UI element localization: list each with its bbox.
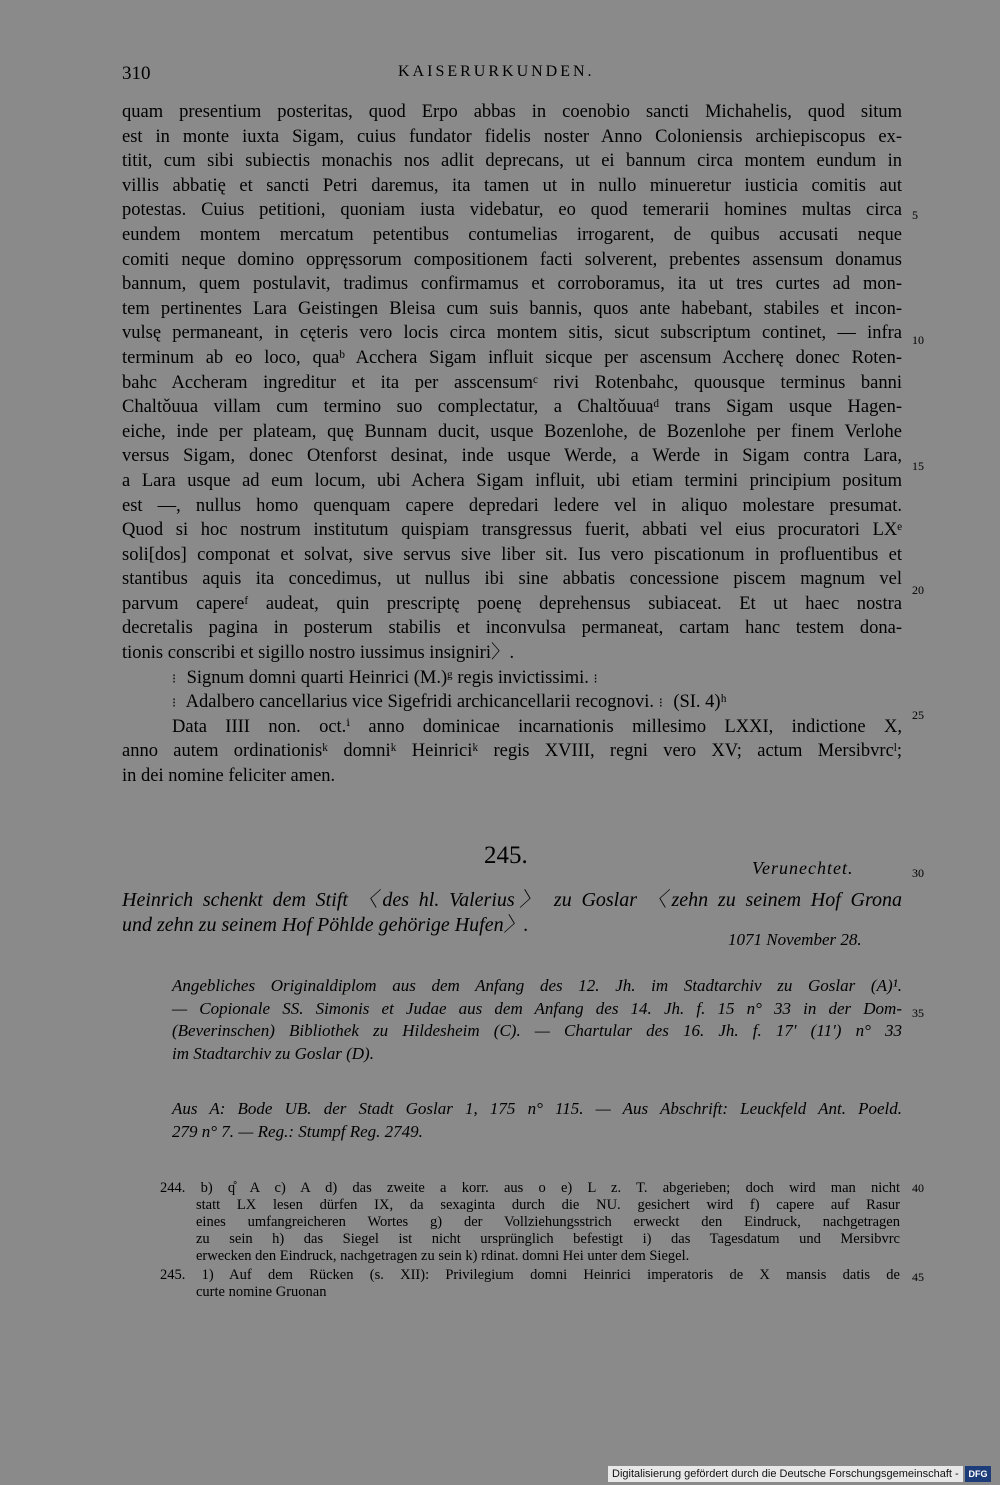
line-number: 5 bbox=[912, 208, 918, 222]
text-line: est —, nullus homo quenquam capere depredari ledere vel in aliquo molestare presumat. bbox=[122, 495, 902, 516]
dating-line: anno autem ordinationisᵏ domniᵏ Heinriciᵏ regis XVIII, regni vero XV; actum Mersibvrcˡ; bbox=[122, 741, 902, 762]
dfg-logo: DFG bbox=[965, 1466, 991, 1482]
line-number: 20 bbox=[912, 583, 924, 597]
text-line: quam presentium posteritas, quod Erpo abbas in coenobio sancti Michahelis, quod situm bbox=[122, 102, 902, 122]
text-line: comiti neque domino oppręssorum compositionem facti solverent, prebentes assensum donamus bbox=[122, 249, 902, 270]
recognition-sign-icon: ⁝ bbox=[658, 695, 663, 711]
page-number: 310 bbox=[122, 63, 151, 84]
text-line: bahc Accheram ingreditur et ita per asscensumᶜ rivi Rotenbahc, quousque terminus banni bbox=[122, 372, 902, 393]
editions-line: Aus A: Bode UB. der Stadt Goslar 1, 175 n° 115. — Aus Abschrift: Leuckfeld Ant. Poeld. bbox=[172, 1099, 902, 1118]
footnotes-245 bbox=[160, 1267, 900, 1301]
text-line: eundem montem mercatum petentibus contumelias irrogarent, de quibus accusati neque bbox=[122, 224, 902, 245]
tradition-line: (Beverinschen) Bibliothek zu Hildesheim (C). — Chartular des 16. Jh. f. 17′ (11′) n° 33 bbox=[172, 1021, 902, 1041]
tradition-line: — Copionale SS. Simonis et Judae aus dem Anfang des 14. Jh. f. 15 n° 33 in der Dom- bbox=[172, 998, 902, 1018]
text-line: a Lara usque ad eum locum, ubi Achera Sigam influit, ubi etiam termini principium positum bbox=[122, 470, 902, 491]
text-line: villis abbatię et sancti Petri daremus, ita tamen ut in nullo minueretur iusticia comitis aut bbox=[122, 175, 902, 196]
tradition-line: im Stadtarchiv zu Goslar (D). bbox=[172, 1043, 374, 1063]
dating-line: in dei nomine feliciter amen. bbox=[122, 766, 336, 787]
text-line: titit, cum sibi subiectis monachis nos adlit deprecans, ut ei bannum circa montem eundum in bbox=[122, 151, 902, 172]
tradition-line: Angebliches Originaldiplom aus dem Anfang des 12. Jh. im Stadtarchiv zu Goslar (A)¹. bbox=[172, 976, 902, 995]
text-line: terminum ab eo loco, quaᵇ Acchera Sigam influit sicque per ascensum Accherę donec Roten- bbox=[122, 347, 902, 368]
dating-line: Data IIII non. oct.ⁱ anno dominicae incarnationis millesimo LXXI, indictione X, bbox=[172, 716, 902, 737]
footnote-line: zu sein h) das Siegel ist nicht ursprünglich befestigt i) das Tagesdatum und Mersibvrc bbox=[196, 1231, 900, 1247]
footnote-line: erwecken den Eindruck, nachgetragen zu sein k) rdinat. domni Hei unter dem Siegel. bbox=[196, 1248, 690, 1264]
line-number: 45 bbox=[912, 1270, 924, 1284]
line-number: 25 bbox=[912, 708, 924, 722]
editions-line: 279 n° 7. — Reg.: Stumpf Reg. 2749. bbox=[172, 1121, 423, 1141]
footnote-line: 245. 1) Auf dem Rücken (s. XII): Privilegium domni Heinrici imperatoris de X mansis datis de bbox=[160, 1267, 900, 1283]
text-line: est in monte iuxta Sigam, cuius fundator fidelis noster Anno Coloniensis archiepiscopus ex- bbox=[122, 126, 902, 147]
digitization-credit: Digitalisierung gefördert durch die Deutsche Forschungsgemeinschaft - bbox=[608, 1466, 963, 1482]
footnote-line: eines umfangreicheren Wortes g) der Vollziehungsstrich erweckt den Eindruck, nachgetragen bbox=[196, 1214, 900, 1230]
line-number: 40 bbox=[912, 1181, 924, 1195]
document-status: Verunechtet. bbox=[752, 858, 854, 878]
recognition-line: ⁝ Adalbero cancellarius vice Sigefridi archicancellarii recognovi. ⁝ (SI. 4)ʰ bbox=[122, 690, 902, 715]
text-line: stantibus aquis ita concedimus, ut nullus ibi sine abbatis concessione piscem magnum vel bbox=[122, 569, 902, 590]
signum-line: ⁝ Signum domni quarti Heinrici (M.)ᵍ regis invictissimi. ⁝ bbox=[122, 666, 902, 691]
document-date: 1071 November 28. bbox=[728, 930, 862, 949]
line-number: 30 bbox=[912, 866, 924, 880]
text-line: versus Sigam, donec Otenforst desinat, inde usque Werde, a Werde in Sigam contra Lara, bbox=[122, 446, 902, 467]
text-line: parvum capereᶠ audeat, quin prescriptę poenę deprehensus subiaceat. Et ut haec nostra bbox=[122, 593, 902, 614]
footnote-line: curte nomine Gruonan bbox=[196, 1284, 327, 1300]
charter-text bbox=[122, 100, 902, 789]
line-number: 10 bbox=[912, 333, 924, 347]
editions-note bbox=[172, 1098, 902, 1143]
text-line: eiche, inde per plateam, quę Bunnam ducit, usque Bozenlohe, de Bozenlohe per finem Verlohe bbox=[122, 421, 902, 442]
text-line: soli[dos] componat et solvat, sive servus sive liber sit. Ius vero piscationum in profluentibus et bbox=[122, 544, 902, 565]
text-line: Chaltǒuua villam cum termino suo complectatur, a Chaltǒuuaᵈ trans Sigam usque Hagen- bbox=[122, 397, 902, 418]
footnote-line: 244. b) q̊ A c) A d) das zweite a korr. aus o e) L z. T. abgerieben; doch wird man nicht bbox=[160, 1180, 900, 1196]
line-number: 15 bbox=[912, 459, 924, 473]
text-line: tionis conscribi et sigillo nostro iussimus insigniri〉. bbox=[122, 643, 515, 664]
regest-line: Heinrich schenkt dem Stift 〈des hl. Valerius〉 zu Goslar 〈zehn zu seinem Hof Grona bbox=[122, 889, 902, 911]
text-line: potestas. Cuius petitioni, quoniam iusta videbatur, eo quod temerarii homines multas circa bbox=[122, 200, 902, 221]
document-number: 245. bbox=[484, 842, 528, 869]
text-line: bannum, quem postulavit, tradimus confirmamus et corroboramus, ita ut tres curtes ad mon- bbox=[122, 274, 902, 295]
chrismon-icon: ⁝ bbox=[172, 695, 177, 711]
text-line: vulsę permaneant, in cęteris vero locis circa montem sitis, sicut subscriptum continet, — infra bbox=[122, 323, 902, 344]
footnote-line: statt LX lesen dürfen IX, da sexaginta durch die NU. gesichert wird f) capere auf Rasur bbox=[196, 1197, 900, 1213]
tradition-note bbox=[172, 975, 902, 1065]
chrismon-icon: ⁝ bbox=[172, 670, 177, 686]
running-title: KAISERURKUNDEN. bbox=[398, 63, 595, 80]
footnotes-244 bbox=[160, 1180, 900, 1265]
line-number: 35 bbox=[912, 1006, 924, 1020]
regest-line: und zehn zu seinem Hof Pöhlde gehörige Hufen〉. bbox=[122, 914, 529, 936]
text-line: Quod si hoc nostrum institutum quispiam transgressus fuerit, abbati vel eius procuratori LXᵉ bbox=[122, 520, 902, 541]
text-line: decretalis pagina in posterum stabilis et inconvulsa permaneat, cartam hanc testem dona- bbox=[122, 618, 902, 639]
text-line: tem pertinentes Lara Geistingen Bleisa cum suis bannis, quos ante habebant, stabiles et incon- bbox=[122, 298, 902, 319]
monogram-mark-icon: ⁝ bbox=[593, 670, 598, 686]
